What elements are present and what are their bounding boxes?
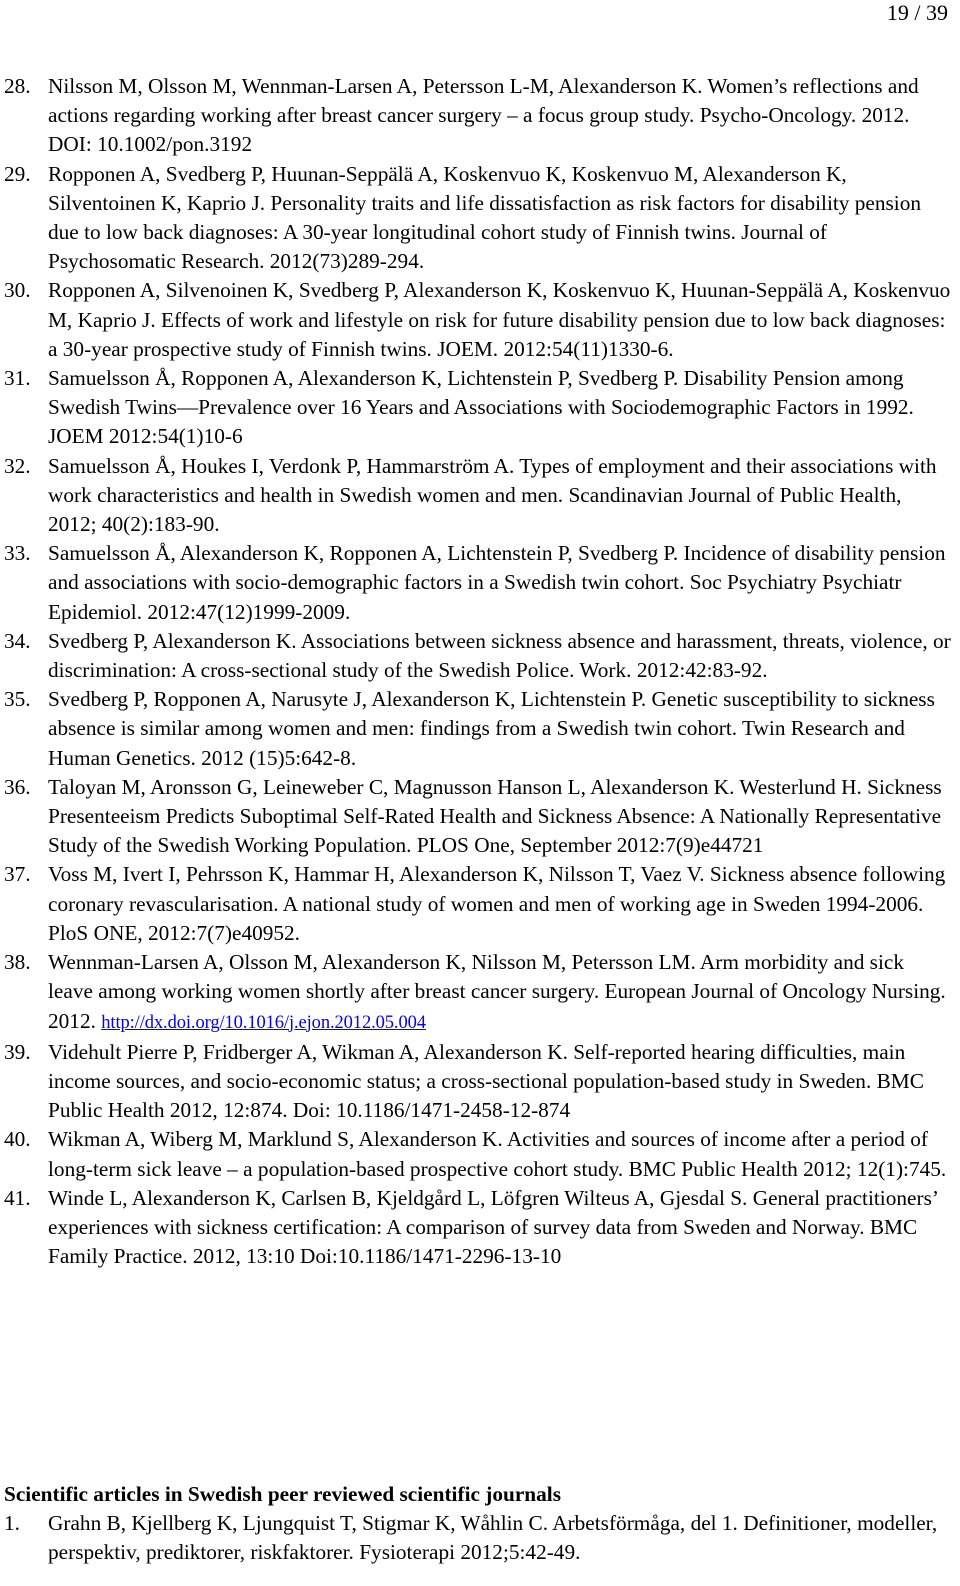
reference-item <box>4 1038 954 1126</box>
swedish-reference-list <box>4 1509 954 1567</box>
reference-text: Nilsson M, Olsson M, Wennman-Larsen A, Petersson L-M, Alexanderson K. Women’s reflections and actions regarding working after breast cancer surgery – a focus group study. Psycho-Oncology. 2012. DOI: 10.1002/pon.3192 <box>48 74 919 157</box>
reference-item <box>4 539 954 627</box>
reference-number: 1. <box>4 1511 20 1535</box>
reference-text-container <box>48 948 954 1038</box>
reference-item <box>4 773 954 861</box>
reference-number: 39. <box>4 1039 31 1064</box>
reference-number: 41. <box>4 1185 31 1210</box>
reference-number: 36. <box>4 774 31 799</box>
reference-item <box>4 685 954 773</box>
reference-item <box>4 1125 954 1183</box>
reference-number: 28. <box>4 74 31 98</box>
reference-number: 37. <box>4 862 31 887</box>
reference-number: 38. <box>4 950 31 975</box>
reference-text: Samuelsson Å, Alexanderson K, Ropponen A, Lichtenstein P, Svedberg P. Incidence of disability pension and associations with socio-demographic factors in a Swedish twin cohort. Soc Psychiatry Psychiatr Epidemiol. 2012:47(12)1999-2009. <box>48 541 946 624</box>
reference-text: Svedberg P, Ropponen A, Narusyte J, Alexanderson K, Lichtenstein P. Genetic susceptibility to sickness absence is similar among women and men: findings from a Swedish twin cohort. Twin Research and Human Genetics. 2012 (15)5:642-8. <box>48 687 935 770</box>
reference-number: 40. <box>4 1127 31 1152</box>
reference-text: Grahn B, Kjellberg K, Ljungquist T, Stigmar K, Wåhlin C. Arbetsförmåga, del 1. Definitioner, modeller, perspektiv, prediktorer, riskfaktorer. Fysioterapi 2012;5:42-49. <box>48 1511 938 1565</box>
reference-text: Winde L, Alexanderson K, Carlsen B, Kjeldgård L, Löfgren Wilteus A, Gjesdal S. General practitioners’ experiences with sickness certification: A comparison of survey data from Sweden and Norway. BMC Family Practice. 2012, 13:10 Doi:10.1186/1471-2296-13-10 <box>48 1185 938 1269</box>
reference-list <box>4 72 954 1271</box>
doi-link[interactable]: http://dx.doi.org/10.1016/j.ejon.2012.05.004 <box>101 1012 426 1033</box>
reference-item <box>4 160 954 277</box>
reference-number: 34. <box>4 628 31 653</box>
reference-text: Voss M, Ivert I, Pehrsson K, Hammar H, Alexanderson K, Nilsson T, Vaez V. Sickness absence following coronary revascularisation. A national study of women and men of working age in Sweden 1994-2006. PloS ONE, 2012:7(7)e40952. <box>48 862 946 945</box>
reference-item <box>4 364 954 452</box>
reference-item <box>4 627 954 685</box>
reference-number: 32. <box>4 453 31 478</box>
reference-text: Taloyan M, Aronsson G, Leineweber C, Magnusson Hanson L, Alexanderson K. Westerlund H. Sickness Presenteeism Predicts Suboptimal Self-Rated Health and Sickness Absence: A Nationally Representative Study of the Swedish Working Population. PLOS One, September 2012:7(9)e44721 <box>48 774 942 858</box>
reference-text: Samuelsson Å, Ropponen A, Alexanderson K, Lichtenstein P, Svedberg P. Disability Pension among Swedish Twins—Prevalence over 16 Years and Associations with Sociodemographic Factors in 1992. JOEM 2012:54(1)10-6 <box>48 366 914 449</box>
reference-number: 33. <box>4 541 31 566</box>
reference-number: 29. <box>4 161 31 186</box>
reference-text: Wikman A, Wiberg M, Marklund S, Alexanderson K. Activities and sources of income after a period of long-term sick leave – a population-based prospective cohort study. BMC Public Health 2012; 12(1):745. <box>48 1127 947 1181</box>
reference-number: 30. <box>4 278 31 303</box>
section-heading: Scientific articles in Swedish peer reviewed scientific journals <box>4 1482 561 1506</box>
reference-item <box>4 452 954 540</box>
reference-number: 35. <box>4 687 31 712</box>
reference-item <box>4 276 954 364</box>
reference-text: Samuelsson Å, Houkes I, Verdonk P, Hammarström A. Types of employment and their associations with work characteristics and health in Swedish women and men. Scandinavian Journal of Public Health, 2012; 40(2):183-90. <box>48 453 937 537</box>
reference-item <box>4 72 954 160</box>
reference-item <box>4 860 954 948</box>
reference-text: Videhult Pierre P, Fridberger A, Wikman A, Alexanderson K. Self-reported hearing difficulties, main income sources, and socio-economic status; a cross-sectional population-based study in Sweden. BMC Public Health 2012, 12:874. Doi: 10.1186/1471-2458-12-874 <box>48 1039 924 1123</box>
page-number: 19 / 39 <box>886 0 948 25</box>
reference-item <box>4 1509 954 1567</box>
reference-text: Wennman-Larsen A, Olsson M, Alexanderson K, Nilsson M, Petersson LM. Arm morbidity and sick leave among working women shortly after breast cancer surgery. European Journal of Oncology Nursing. 2012. <box>48 950 946 1033</box>
reference-text: Ropponen A, Silvenoinen K, Svedberg P, Alexanderson K, Koskenvuo K, Huunan-Seppälä A, Koskenvuo M, Kaprio J. Effects of work and lifestyle on risk for future disability pension due to low back diagnoses: a 30-year prospective study of Finnish twins. JOEM. 2012:54(11)1330-6. <box>48 278 951 361</box>
reference-text: Svedberg P, Alexanderson K. Associations between sickness absence and harassment, threats, violence, or discrimination: A cross-sectional study of the Swedish Police. Work. 2012:42:83-92. <box>48 628 951 683</box>
reference-item <box>4 1184 954 1272</box>
reference-item <box>4 948 954 1038</box>
reference-text: Ropponen A, Svedberg P, Huunan-Seppälä A, Koskenvuo K, Koskenvuo M, Alexanderson K, Silventoinen K, Kaprio J. Personality traits and life dissatisfaction as risk factors for disability pension due to low back diagnoses: A 30-year longitudinal cohort study of Finnish twins. Journal of Psychosomatic Research. 2012(73)289-294. <box>48 161 922 274</box>
reference-number: 31. <box>4 366 31 391</box>
